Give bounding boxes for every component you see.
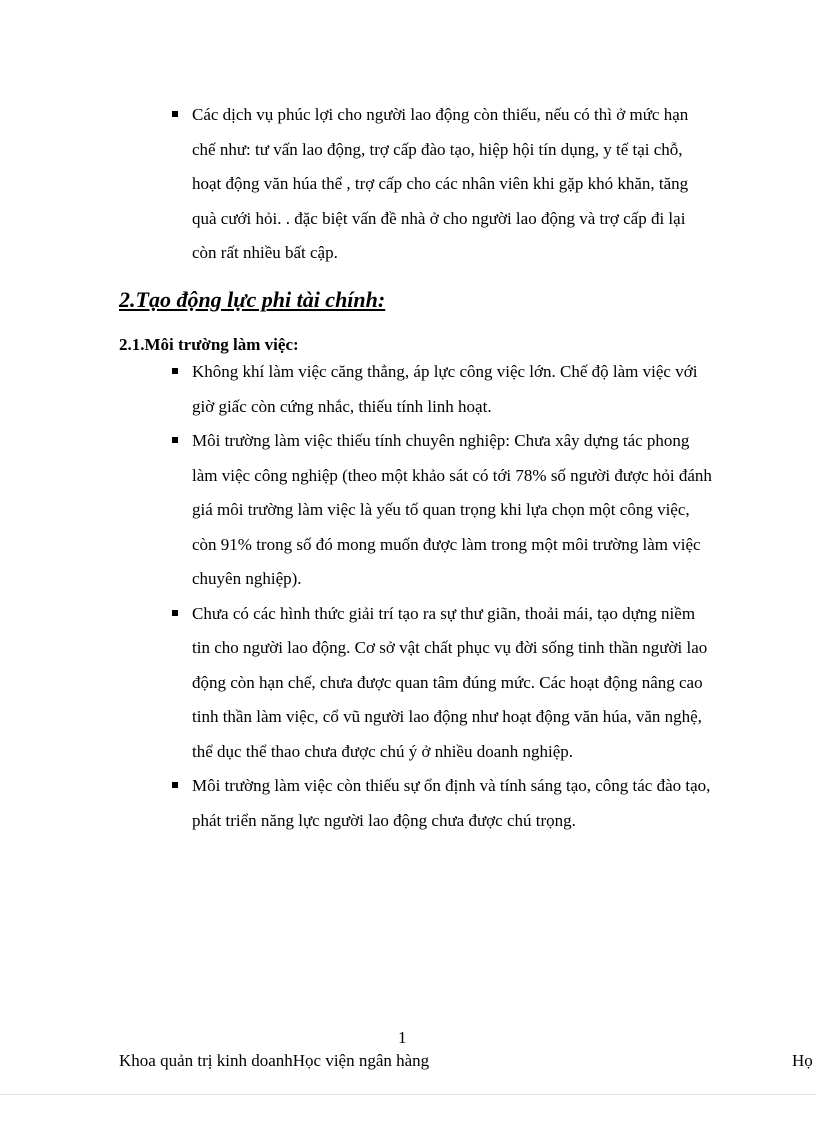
list-item — [172, 597, 712, 770]
list-item — [172, 98, 712, 271]
list-item — [172, 769, 712, 838]
page-number: 1 — [398, 1028, 407, 1047]
list-item — [172, 424, 712, 597]
bullet-text: Môi trường làm việc thiếu tính chuyên nghiệp: Chưa xây dựng tác phong làm việc công nghiệp (theo một khảo sát có tới 78% số người được hỏi đánh giá môi trường làm việc là yếu tố quan trọng khi lựa chọn một công việc, còn 91% trong số đó mong muốn được làm trong một môi trường làm việc chuyên nghiệp). — [192, 431, 712, 588]
square-bullet-icon — [172, 111, 178, 117]
square-bullet-icon — [172, 782, 178, 788]
bullet-text: Chưa có các hình thức giải trí tạo ra sự thư giãn, thoải mái, tạo dựng niềm tin cho người lao động. Cơ sở vật chất phục vụ đời sống tinh thần người lao động còn hạn chế, chưa được quan tâm đúng mức. Các hoạt động nâng cao tinh thần làm việc, cổ vũ người lao động như hoạt động văn húa, văn nghệ, thể dục thể thao chưa được chú ý ở nhiều doanh nghiệp. — [192, 603, 708, 761]
square-bullet-icon — [172, 368, 178, 374]
bullet-text: Không khí làm việc căng thẳng, áp lực công việc lớn. Chế độ làm việc với giờ giấc còn cứng nhắc, thiếu tính linh hoạt. — [192, 362, 698, 416]
footer-left-text: Khoa quản trị kinh doanhHọc viện ngân hàng — [119, 1051, 430, 1070]
footer-right-text: Họ — [792, 1051, 813, 1070]
sub-heading: 2.1.Môi trường làm việc: — [119, 335, 299, 354]
welfare-bullet-list — [172, 98, 712, 271]
square-bullet-icon — [172, 610, 178, 616]
page-bottom-divider — [0, 1094, 816, 1095]
bullet-text: Các dịch vụ phúc lợi cho người lao động còn thiếu, nếu có thì ở mức hạn chế như: tư vấn lao động, trợ cấp đào tạo, hiệp hội tín dụng, y tế tại chỗ, hoạt động văn húa thể , trợ cấp cho các nhân viên khi gặp khó khăn, tăng quà cưới hỏi. . đặc biệt vấn đề nhà ở cho người lao động và trợ cấp đi lại còn rất nhiều bất cập. — [192, 105, 689, 262]
list-item — [172, 355, 712, 424]
section-heading: 2.Tạo động lực phi tài chính: — [119, 287, 386, 312]
bullet-text: Môi trường làm việc còn thiếu sự ổn định và tính sáng tạo, công tác đào tạo, phát triển năng lực người lao động chưa được chú trọng. — [192, 776, 711, 830]
environment-bullet-list — [172, 355, 712, 838]
square-bullet-icon — [172, 437, 178, 443]
